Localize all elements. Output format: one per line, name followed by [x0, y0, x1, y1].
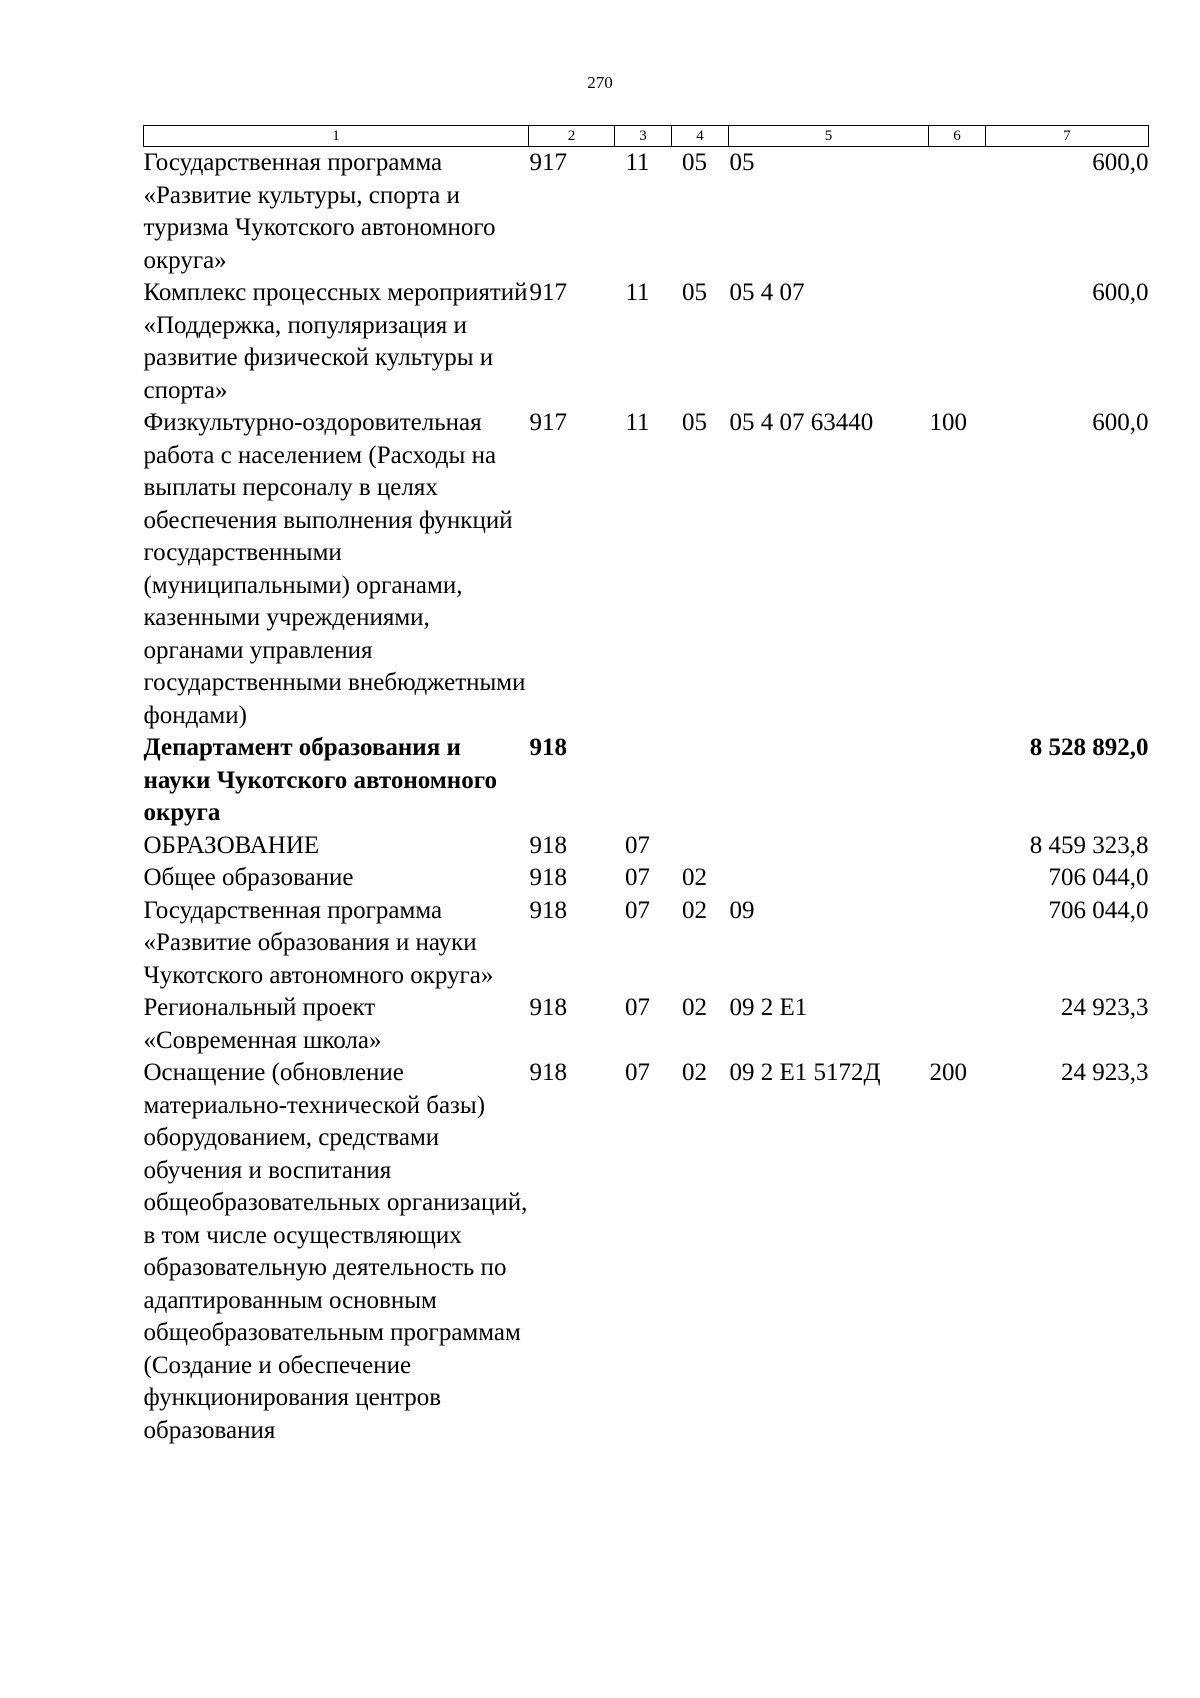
section-code: 07: [625, 994, 650, 1021]
subsection-code: [672, 732, 729, 830]
amount: 600,0: [1092, 149, 1149, 176]
ministry-code: 918: [529, 896, 567, 924]
item-name: Оснащение (обновление материально-технической базы) оборудованием, средствами обучения и воспитания общеобразовательных организаций, в том числе осуществляющих образовательную деятельность по адаптированным основным общеобразовательным программам (Создание и обеспечение функционирования центров образования: [143, 1059, 528, 1444]
ministry-code: 918: [529, 994, 567, 1021]
expense-type-code: 100: [929, 409, 967, 436]
amount: 706 044,0: [1048, 896, 1149, 924]
item-name: Государственная программа «Развитие культуры, спорта и туризма Чукотского автономного округа»: [143, 149, 496, 274]
amount: 24 923,3: [1061, 994, 1149, 1021]
column-number: 2: [529, 126, 615, 147]
item-name: Комплекс процессных мероприятий «Поддержка, популяризация и развитие физической культуры и спорта»: [143, 279, 528, 404]
ministry-code: 918: [529, 1059, 567, 1086]
section-code: 11: [625, 149, 650, 176]
amount: 8 528 892,0: [1029, 734, 1149, 761]
section-code: 11: [625, 409, 650, 436]
section-code: 07: [625, 831, 650, 859]
table-row: [144, 830, 1149, 863]
item-name: Общее образование: [143, 864, 354, 891]
section-code: 07: [625, 896, 650, 924]
target-article-code: [729, 732, 929, 830]
section-code: 07: [625, 1059, 650, 1086]
expense-type-code: [929, 895, 986, 993]
column-number: 4: [672, 126, 729, 147]
budget-table: [143, 125, 1149, 1447]
expense-type-code: [929, 992, 986, 1057]
section-code: 11: [625, 279, 650, 306]
expense-type-code: [929, 147, 986, 278]
section-code: 07: [625, 864, 650, 891]
subsection-code: [672, 830, 729, 863]
target-article-code: 05 4 07: [729, 279, 805, 306]
column-number: 1: [144, 126, 529, 147]
target-article-code: 09 2 E1 5172Д: [729, 1059, 881, 1086]
item-name: Департамент образования и науки Чукотского автономного округа: [143, 734, 497, 826]
amount: 8 459 323,8: [1029, 831, 1149, 859]
table-row: [144, 1057, 1149, 1447]
table-row: [144, 895, 1149, 993]
target-article-code: 09 2 E1: [729, 994, 808, 1021]
column-number: 3: [615, 126, 672, 147]
amount: 24 923,3: [1061, 1059, 1149, 1086]
column-number: 7: [986, 126, 1149, 147]
subsection-code: 05: [682, 409, 707, 436]
ministry-code: 917: [529, 409, 567, 436]
table-row: [144, 147, 1149, 278]
target-article-code: [729, 862, 929, 895]
expense-type-code: [929, 277, 986, 407]
table-row: [144, 407, 1149, 732]
page-number: 270: [587, 73, 613, 92]
table-row: [144, 277, 1149, 407]
item-name: Государственная программа «Развитие образования и науки Чукотского автономного округа»: [143, 896, 494, 989]
item-name: Региональный проект «Современная школа»: [143, 994, 382, 1054]
expense-type-code: 200: [929, 1059, 967, 1086]
item-name: ОБРАЗОВАНИЕ: [143, 831, 320, 859]
subsection-code: 02: [682, 994, 707, 1021]
ministry-code: 918: [529, 734, 567, 761]
expense-type-code: [929, 830, 986, 863]
subsection-code: 02: [682, 896, 707, 924]
ministry-code: 917: [529, 279, 567, 306]
ministry-code: 918: [529, 864, 567, 891]
table-body: [144, 147, 1149, 1448]
table-row: [144, 732, 1149, 830]
expense-type-code: [929, 862, 986, 895]
section-code: [615, 732, 672, 830]
subsection-code: 02: [682, 1059, 707, 1086]
target-article-code: [729, 830, 929, 863]
item-name: Физкультурно-оздоровительная работа с населением (Расходы на выплаты персоналу в целях обеспечения выполнения функций государственными (муниципальными) органами, казенными учреждениями, органами управления государственными внебюджетными фондами): [143, 409, 526, 729]
column-number: 6: [929, 126, 986, 147]
subsection-code: 02: [682, 864, 707, 891]
amount: 600,0: [1092, 279, 1149, 306]
column-number-row: [144, 126, 1149, 147]
amount: 600,0: [1092, 409, 1149, 436]
ministry-code: 918: [529, 831, 567, 859]
column-number: 5: [729, 126, 929, 147]
target-article-code: 05: [729, 149, 755, 176]
table-row: [144, 992, 1149, 1057]
amount: 706 044,0: [1048, 864, 1149, 891]
expense-type-code: [929, 732, 986, 830]
ministry-code: 917: [529, 149, 567, 176]
target-article-code: 09: [729, 896, 755, 924]
target-article-code: 05 4 07 63440: [729, 409, 874, 436]
subsection-code: 05: [682, 279, 707, 306]
subsection-code: 05: [682, 149, 707, 176]
table-row: [144, 862, 1149, 895]
